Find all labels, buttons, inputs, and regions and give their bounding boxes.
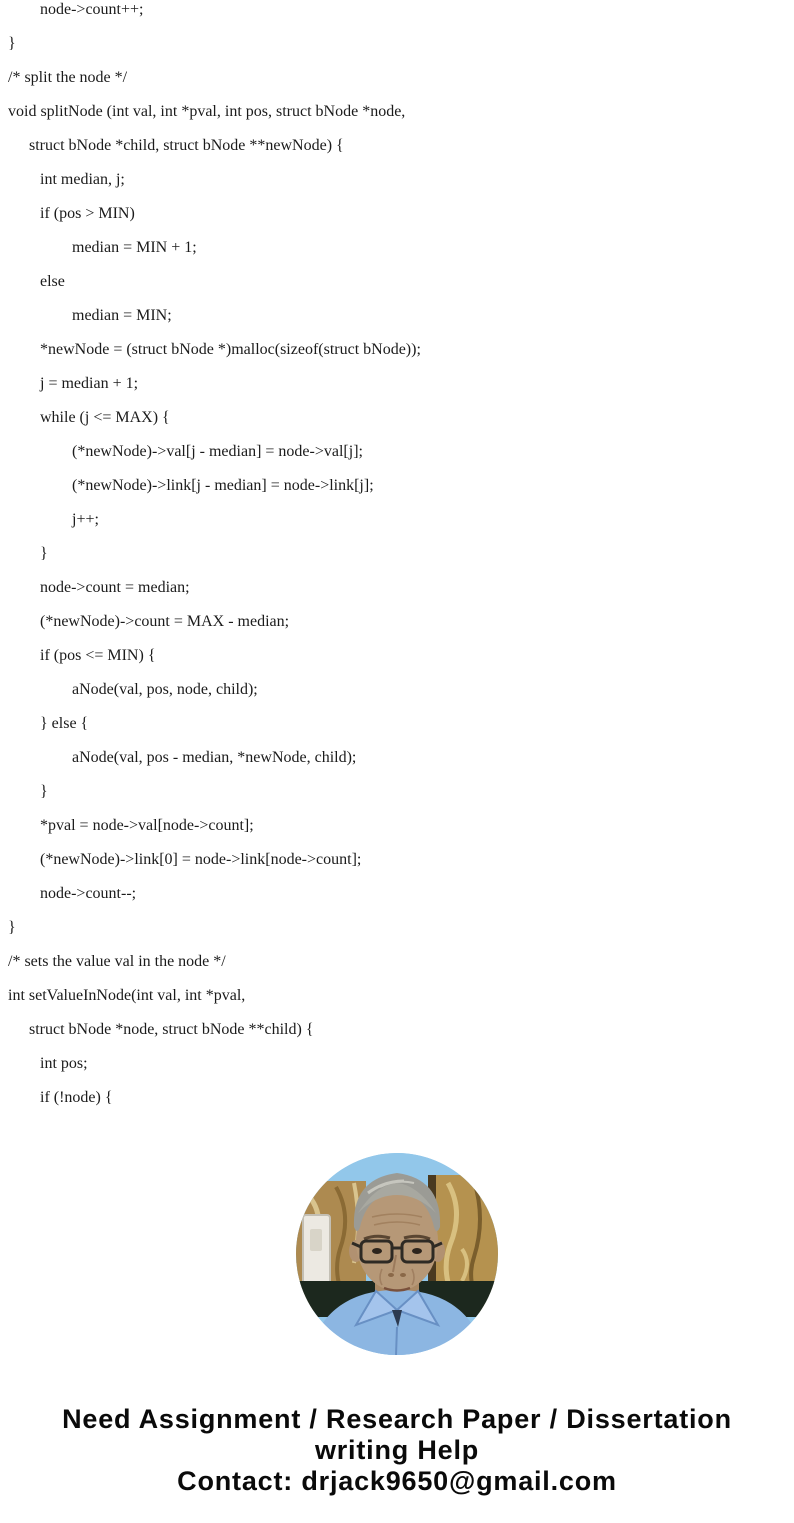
code-line: if (!node) { bbox=[40, 1089, 113, 1106]
code-line: void splitNode (int val, int *pval, int pos, struct bNode *node, bbox=[8, 103, 406, 120]
code-line: } bbox=[40, 783, 48, 800]
instructor-portrait-graphic bbox=[296, 1153, 498, 1355]
code-line: int pos; bbox=[40, 1055, 88, 1072]
code-line: } bbox=[8, 35, 16, 52]
code-line: median = MIN + 1; bbox=[72, 239, 197, 256]
code-line: aNode(val, pos - median, *newNode, child); bbox=[72, 749, 357, 766]
footer-contact-email: Contact: drjack9650@gmail.com bbox=[177, 1466, 617, 1496]
code-line: struct bNode *child, struct bNode **newNode) { bbox=[29, 137, 344, 154]
code-line: (*newNode)->count = MAX - median; bbox=[40, 613, 290, 630]
code-line: /* split the node */ bbox=[8, 69, 128, 86]
code-line: node->count++; bbox=[40, 1, 144, 18]
footer-advert bbox=[0, 1404, 794, 1497]
code-line: j = median + 1; bbox=[40, 375, 139, 392]
code-line: (*newNode)->link[0] = node->link[node->count]; bbox=[40, 851, 362, 868]
code-line: } bbox=[8, 919, 16, 936]
code-line: if (pos > MIN) bbox=[40, 205, 135, 222]
code-line: while (j <= MAX) { bbox=[40, 409, 170, 426]
code-line: if (pos <= MIN) { bbox=[40, 647, 156, 664]
code-line: *newNode = (struct bNode *)malloc(sizeof(struct bNode)); bbox=[40, 341, 421, 358]
code-line: /* sets the value val in the node */ bbox=[8, 953, 226, 970]
code-line: int median, j; bbox=[40, 171, 125, 188]
code-line: int setValueInNode(int val, int *pval, bbox=[8, 987, 246, 1004]
code-line: else bbox=[40, 273, 65, 290]
code-line: } else { bbox=[40, 715, 89, 732]
footer-heading-line2: writing Help bbox=[314, 1435, 480, 1465]
code-line: (*newNode)->val[j - median] = node->val[j]; bbox=[72, 443, 363, 460]
code-line: node->count = median; bbox=[40, 579, 190, 596]
code-line: j++; bbox=[72, 511, 99, 528]
code-line: median = MIN; bbox=[72, 307, 172, 324]
code-line: (*newNode)->link[j - median] = node->link[j]; bbox=[72, 477, 374, 494]
code-line: node->count--; bbox=[40, 885, 137, 902]
code-line: } bbox=[40, 545, 48, 562]
footer-heading-line1: Need Assignment / Research Paper / Dissertation bbox=[62, 1404, 732, 1434]
instructor-avatar bbox=[296, 1153, 498, 1355]
code-line: struct bNode *node, struct bNode **child) { bbox=[29, 1021, 314, 1038]
code-line: *pval = node->val[node->count]; bbox=[40, 817, 254, 834]
code-line: aNode(val, pos, node, child); bbox=[72, 681, 258, 698]
